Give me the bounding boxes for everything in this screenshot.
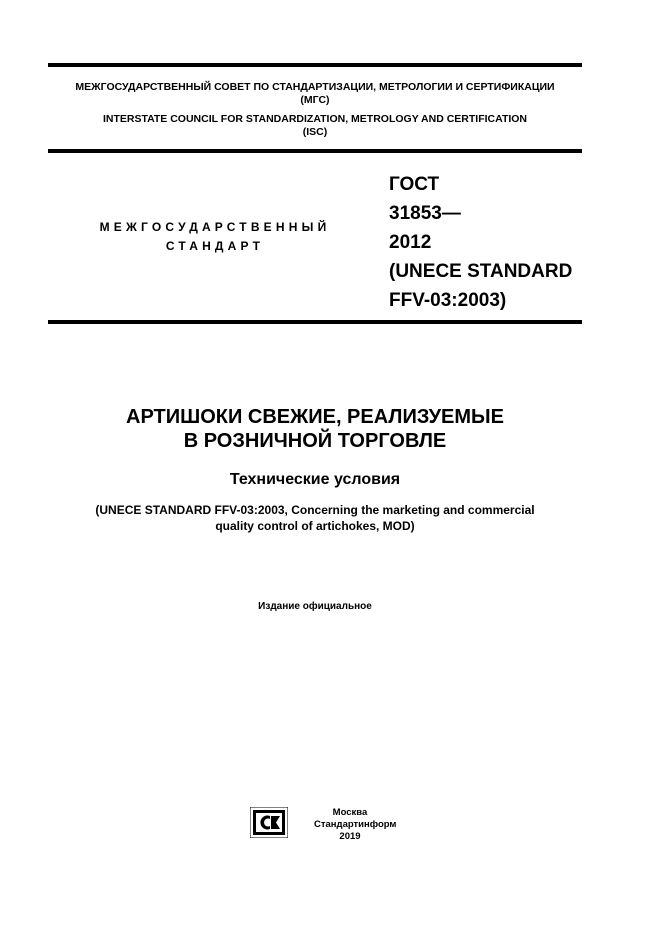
middle-rule	[48, 149, 582, 153]
council-abbr-en: (ISC)	[302, 126, 328, 138]
designation-line1: ГОСТ	[389, 174, 440, 195]
document-subtitle: Технические условия	[229, 471, 401, 488]
unece-reference-line2: quality control of artichokes, MOD)	[215, 519, 415, 533]
bottom-rule	[48, 320, 582, 324]
council-name-en	[48, 113, 582, 139]
publisher-name: Стандартинформ	[314, 819, 397, 830]
council-name-en-line: INTERSTATE COUNCIL FOR STANDARDIZATION, METROLOGY AND CERTIFICATION	[102, 113, 528, 125]
publication-year: 2019	[339, 831, 361, 842]
council-name-ru-line: МЕЖГОСУДАРСТВЕННЫЙ СОВЕТ ПО СТАНДАРТИЗАЦИИ, МЕТРОЛОГИИ И СЕРТИФИКАЦИИ	[75, 81, 555, 93]
top-rule	[48, 63, 582, 67]
publisher-city: Москва	[332, 807, 368, 818]
unece-reference	[48, 502, 582, 534]
standard-type-line1: МЕЖГОСУДАРСТВЕННЫЙ	[99, 220, 331, 234]
unece-reference-line1: (UNECE STANDARD FFV-03:2003, Concerning the marketing and commercial	[95, 503, 535, 517]
document-title-line1: АРТИШОКИ СВЕЖИЕ, РЕАЛИЗУЕМЫЕ	[126, 406, 504, 428]
designation-line4: (UNECE STANDARD	[389, 261, 573, 282]
designation-line3: 2012	[389, 232, 432, 253]
standard-type-line2: СТАНДАРТ	[165, 239, 265, 253]
document-title	[48, 405, 582, 453]
document-title-line2: В РОЗНИЧНОЙ ТОРГОВЛЕ	[183, 430, 447, 452]
designation-line2: 31853—	[389, 203, 461, 224]
designation-line5: FFV-03:2003)	[389, 290, 507, 311]
publisher-block	[314, 807, 397, 843]
council-abbr-ru: (МГС)	[300, 94, 330, 106]
standartinform-logo-icon	[250, 807, 288, 838]
council-name-ru	[48, 81, 582, 107]
standard-type-label	[48, 218, 382, 256]
standard-designation	[389, 170, 572, 315]
edition-note: Издание официальное	[258, 601, 372, 612]
